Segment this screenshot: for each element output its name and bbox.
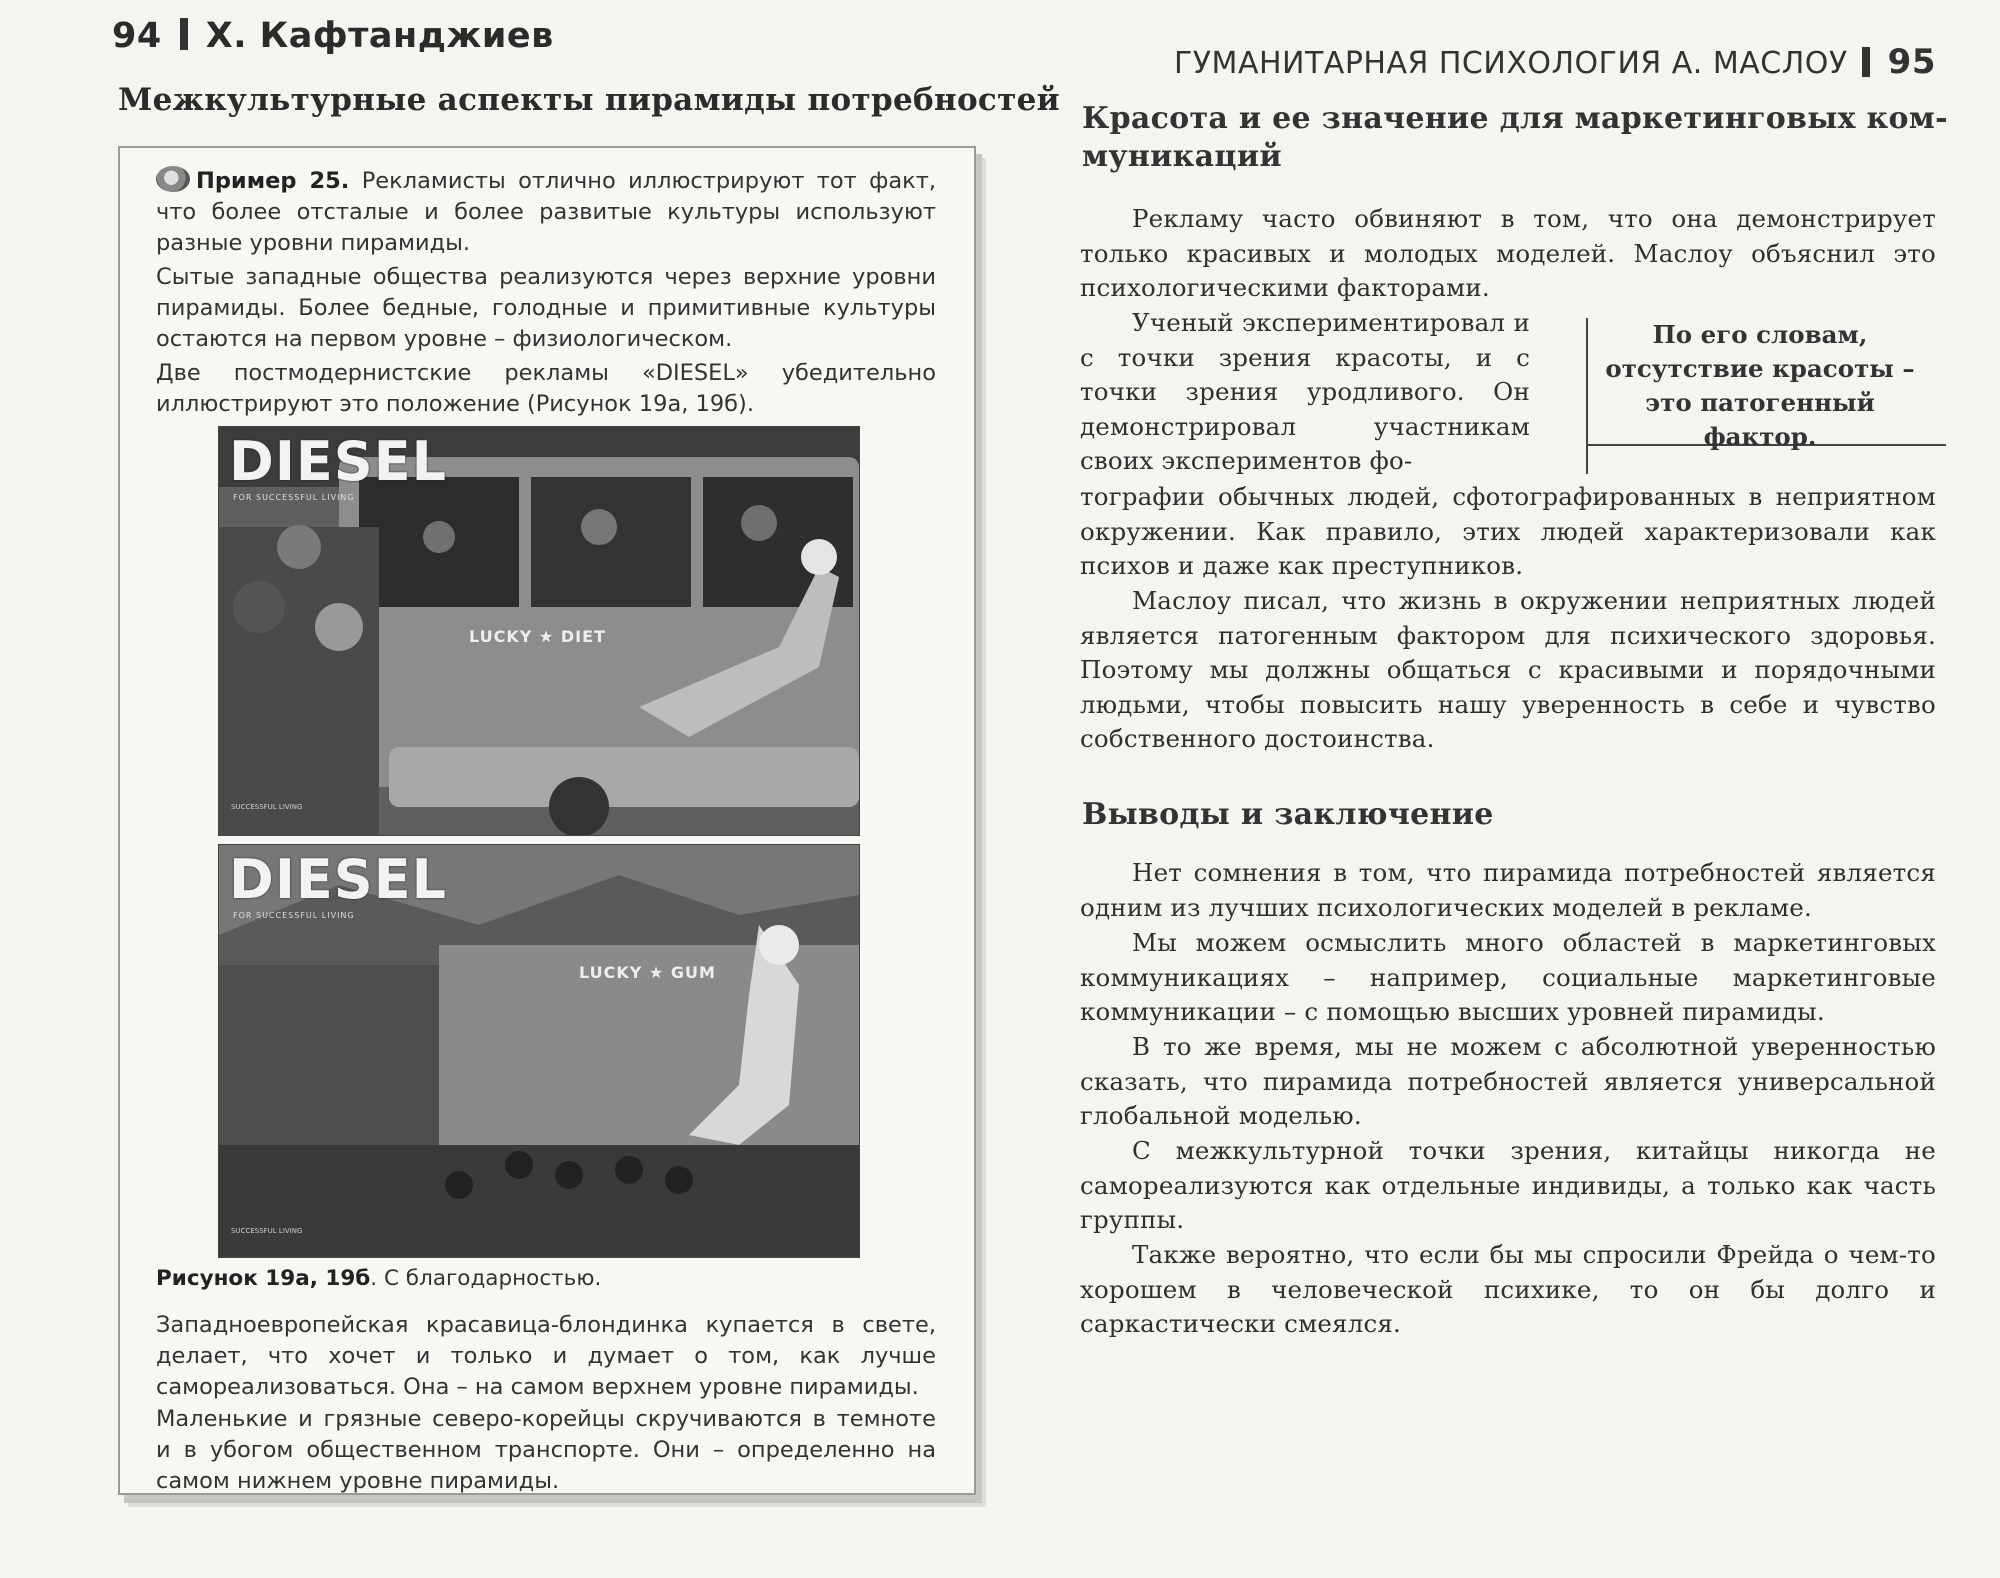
figure-caption-text: . С благодарностью.	[370, 1266, 602, 1291]
example-intro	[156, 166, 936, 259]
left-section-title: Межкультурные аспекты пирамиды потребностей	[118, 82, 1060, 118]
example-paragraph-3: Две постмодернистские рекламы «DIESEL» убедительно иллюстрируют это положение (Рисунок 19а, 19б).	[156, 360, 936, 417]
diesel-tagline-a: FOR SUCCESSFUL LIVING	[233, 493, 355, 502]
diesel-logo-b: DIESEL	[229, 848, 447, 911]
diesel-tagline-b: FOR SUCCESSFUL LIVING	[233, 911, 355, 920]
beauty-paragraph-3	[1080, 584, 1936, 757]
conclusions-paragraph-1	[1080, 856, 1936, 925]
section-heading-line-2: муникаций	[1082, 139, 1282, 174]
pull-quote: По его словам, отсутствие красоты – это патогенный фактор.	[1605, 320, 1915, 451]
diesel-logo-a: DIESEL	[229, 430, 447, 493]
running-head: ГУМАНИТАРНАЯ ПСИХОЛОГИЯ А. МАСЛОУ	[1173, 46, 1848, 81]
figure-caption	[156, 1266, 601, 1291]
figure-19b-photo	[218, 844, 860, 1258]
beauty-paragraph-2-rest	[1080, 480, 1936, 584]
conclusions-paragraph-3	[1080, 1030, 1936, 1134]
right-page-number: 95	[1887, 42, 1936, 82]
paragraph-text: Рекламу часто обвиняют в том, что она демонстрирует только красивых и молодых моделей. Маслоу объяснил это психологическими факторами.	[1080, 204, 1936, 302]
section-heading-conclusions: Выводы и заключение	[1082, 797, 1494, 832]
paragraph-text: тографии обычных людей, сфотографированных в неприятном окружении. Как правило, этих людей характеризовали как психов и даже как преступников.	[1080, 482, 1936, 580]
lucky-gum-slogan: LUCKY ★ GUM	[579, 963, 716, 982]
eye-arrow-icon	[156, 166, 190, 192]
example-paragraph-2: Сытые западные общества реализуются через верхние уровни пирамиды. Более бедные, голодные и примитивные культуры остаются на первом уровне – физиологическом.	[156, 264, 936, 352]
left-page-number: 94	[112, 16, 162, 56]
example-paragraph-5: Маленькие и грязные северо-корейцы скручиваются в темноте и в убогом общественном транспорте. Они – определенно на самом нижнем уровне пирамиды.	[156, 1406, 936, 1494]
right-page-header	[1174, 42, 1936, 82]
example-label: Пример 25.	[196, 168, 350, 194]
section-heading-beauty	[1082, 100, 1948, 176]
example-intro-text: Рекламисты отлично иллюстрируют тот факт, что более отсталые и более развитые культуры используют разные уровни пирамиды.	[156, 168, 936, 256]
paragraph-text: С межкультурной точки зрения, китайцы никогда не самореализуются как отдельные индивиды, а только как часть группы.	[1080, 1136, 1936, 1234]
beauty-paragraph-1	[1080, 202, 1936, 306]
fine-print-b: SUCCESSFUL LIVING	[231, 1227, 303, 1235]
example-paragraph-4: Западноевропейская красавица-блондинка купается в свете, делает, что хочет и только и думает о том, как лучше самореализоваться. Она – на самом верхнем уровне пирамиды.	[156, 1312, 936, 1400]
example-box	[118, 146, 976, 1495]
paragraph-text: Ученый экспериментировал и с точки зрения красоты, и с точки зрения уродливого. Он демонстрировал участникам своих экспериментов фо-	[1080, 308, 1530, 475]
fine-print-a: SUCCESSFUL LIVING	[231, 803, 303, 811]
conclusions-paragraph-4	[1080, 1134, 1936, 1238]
conclusions-paragraph-2	[1080, 926, 1936, 1030]
paragraph-text: Также вероятно, что если бы мы спросили Фрейда о чем-то хорошем в человеческой психике, то он бы долго и саркастически смеялся.	[1080, 1240, 1936, 1338]
figure-19a-photo	[218, 426, 860, 836]
paragraph-text: Нет сомнения в том, что пирамида потребностей является одним из лучших психологических моделей в рекламе.	[1080, 858, 1936, 922]
header-separator	[180, 18, 188, 50]
paragraph-text: В то же время, мы не можем с абсолютной уверенностью сказать, что пирамида потребностей является универсальной глобальной моделью.	[1080, 1032, 1936, 1130]
pull-quote-vertical-rule	[1586, 318, 1588, 474]
header-separator	[1862, 47, 1870, 77]
figure-caption-label: Рисунок 19а, 19б	[156, 1266, 371, 1291]
lucky-diet-slogan: LUCKY ★ DIET	[469, 627, 606, 646]
left-page-author: Х. Кафтанджиев	[205, 16, 554, 56]
paragraph-text: Мы можем осмыслить много областей в маркетинговых коммуникациях – например, социальные маркетинговые коммуникации – с помощью высших уровней пирамиды.	[1080, 928, 1936, 1026]
section-heading-line-1: Красота и ее значение для маркетинговых ком-	[1082, 101, 1948, 136]
beauty-paragraph-2-narrow	[1080, 306, 1530, 479]
left-page-header	[112, 16, 554, 56]
paragraph-text: Маслоу писал, что жизнь в окружении неприятных людей является патогенным фактором для психического здоровья. Поэтому мы должны общаться с красивыми и порядочными людьми, чтобы повысить нашу уверенность в себе и чувство собственного достоинства.	[1080, 586, 1936, 753]
conclusions-paragraph-5	[1080, 1238, 1936, 1342]
